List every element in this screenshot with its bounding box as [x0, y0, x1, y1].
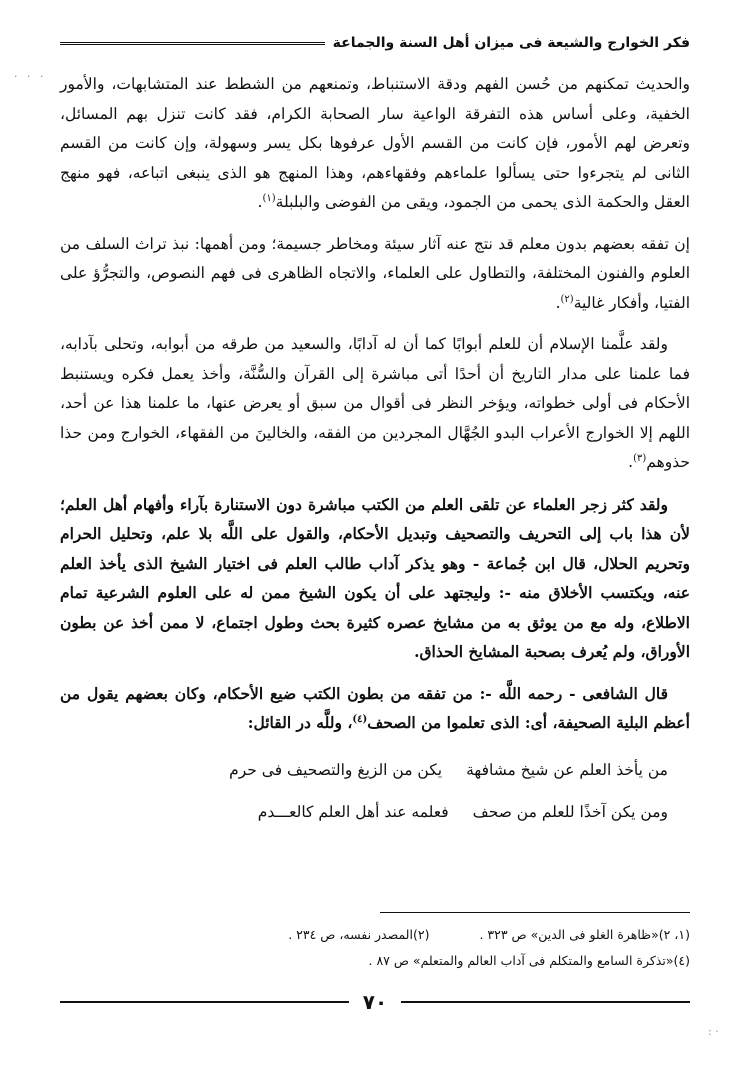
footnote-ref-4: (٤)	[352, 713, 368, 725]
header-rule	[60, 42, 325, 45]
running-header	[60, 32, 690, 54]
paragraph-2-text: إن تفقه بعضهم بدون معلم قد نتج عنه آثار سيئة ومخاطر جسيمة؛ ومن أهمها: نبذ تراث السلف من العلوم والفنون المختلفة، والتطاول على العلماء، والاتجاه الظاهرى فى فهم النصوص، والتجرُّؤ على الفتيا، وأفكار غالية	[60, 234, 690, 312]
paragraph-4	[60, 490, 690, 667]
footnote-ref-1: (١)	[262, 192, 276, 204]
footnote-row-2	[60, 948, 690, 974]
poem	[60, 750, 690, 834]
footnote-2: (٢)المصدر نفسه، ص ٢٣٤ .	[288, 927, 430, 942]
footnote-rule	[380, 912, 690, 913]
footnotes	[60, 922, 690, 974]
poem-verse-1	[60, 750, 690, 792]
footnote-4: (٤)«تذكرة السامع والمتكلم فى آداب العالم والمتعلم» ص ٨٧ .	[368, 953, 690, 968]
body-text	[60, 70, 690, 834]
paragraph-3-text: ولقد علَّمنا الإسلام أن للعلم أبوابًا كما أن له آدابًا، والسعيد من طرقه من أبوابه، وتحلى بآدابه، فما علمنا على مدار التاريخ أن أحدًا أتى مباشرة إلى القرآن والسُّنَّة، وأخذ يعمل فكره ويستنبط الأحكام فى أولى خطواته، ويؤخر النظر فى أقوال من سبق أو يعرض عنها، ما علمنا هذا عن أحد، اللهم إلا الخوارج الأعراب البدو الجُهَّال المجردين من الفقه، والخالينَ من الفقهاء، الخوارج ومن حذا حذوهم	[60, 335, 690, 471]
paragraph-1: والحديث تمكنهم من حُسن الفهم ودقة الاستنباط، وتمنعهم من الشطط عند المتشابهات، والأمور الخفية، وعلى أساس هذه التفرقة الواعية سار الصحابة الكرام، فقد كانت تنزل بهم المسائل، وتعرض لهم الأمور، فإن كانت من القسم الأول عرفوها بكل يسر وسهولة، وإن كانت من القسم الثانى لم يتجرءوا حتى يسألوا علماءهم وفقهاءهم، وهذا المنهج هو الذى ينبغى اتباعه، فهو منهج العقل والحكمة الذى يحمى من الجمود، ويقى من الفوضى والبلبلة$^{(١)}$.	[60, 75, 690, 211]
paragraph-4-text: ولقد كثر زجر العلماء عن تلقى العلم من الكتب مباشرة دون الاستنارة بآراء وأفهام أهل العلم؛ لأن هذا باب إلى التحريف والتصحيف وتبديل الأحكام، والقول على اللَّه بلا علم، وتحليل الحرام وتحريم الحلال، قال ابن جُماعة - وهو يذكر آداب طالب العلم فى اختيار الشيخ الذى يأخذ العلم عنه، ويكتسب الأخلاق منه -: وليجتهد على أن يكون الشيخ ممن له على العلوم الشرعية تمام الاطلاع، وله مع من يوثق به من مشايخ عصره كثيرة بحث وطول اجتماع، لا ممن أخذ عن بطون الأوراق، ولم يُعرف بصحبة المشايخ الحذاق.	[60, 494, 690, 661]
running-header-title: فكر الخوارج والشيعة فى ميزان أهل السنة والجماعة	[332, 35, 690, 51]
footnote-row-1	[60, 922, 690, 948]
corner-dots: · · ·	[14, 70, 47, 83]
paragraph-2: إن تفقه بعضهم بدون معلم قد نتج عنه آثار سيئة ومخاطر جسيمة؛ ومن أهمها: نبذ تراث السلف من العلوم والفنون المختلفة، والتطاول على العلماء، والاتجاه الظاهرى فى فهم النصوص، والتجرُّؤ على الفتيا، وأفكار غالية$^{(٢)}$.	[60, 234, 690, 312]
footnote-ref-3: (٣)	[633, 452, 647, 464]
poem-verse-2-first-hemistich: ومن يكن آخذًا للعلم من صحف	[472, 802, 668, 821]
paragraph-5-tail: ، وللَّه در القائل:	[247, 713, 353, 732]
margin-dots: · :	[708, 1025, 719, 1038]
poem-verse-1-second-hemistich: يكن من الزيغ والتصحيف فى حرم	[229, 760, 443, 779]
footnote-ref-2: (٢)	[560, 293, 574, 305]
footnote-1-2: (١، ٢)«ظاهرة الغلو فى الدين» ص ٣٢٣ .	[479, 927, 690, 942]
footer-rule-left	[60, 1001, 349, 1003]
poem-verse-1-first-hemistich: من يأخذ العلم عن شيخ مشافهة	[466, 760, 668, 779]
paragraph-1-text: والحديث تمكنهم من حُسن الفهم ودقة الاستنباط، وتمنعهم من الشطط عند المتشابهات، والأمور الخفية، وعلى أساس هذه التفرقة الواعية سار الصحابة الكرام، فقد كانت تنزل بهم المسائل، وتعرض لهم الأمور، فإن كانت من القسم الأول عرفوها بكل يسر وسهولة، وإن كانت من القسم الثانى لم يتجرءوا حتى يسألوا علماءهم وفقهاءهم، وهذا المنهج هو الذى ينبغى اتباعه، فهو منهج العقل والحكمة الذى يحمى من الجمود، ويقى من الفوضى والبلبلة	[60, 75, 690, 211]
page-footer	[60, 990, 690, 1014]
poem-verse-2	[60, 792, 690, 834]
footer-rule-right	[401, 1001, 690, 1003]
paragraph-3: ولقد علَّمنا الإسلام أن للعلم أبوابًا كما أن له آدابًا، والسعيد من طرقه من أبوابه، وتحلى بآدابه، فما علمنا على مدار التاريخ أن أحدًا أتى مباشرة إلى القرآن والسُّنَّة، وأخذ يعمل فكره ويستنبط الأحكام فى أولى خطواته، ويؤخر النظر فى أقوال من سبق أو يعرض عنها، ما علمنا هذا عن أحد، اللهم إلا الخوارج الأعراب البدو الجُهَّال المجردين من الفقه، والخالينَ من الفقهاء، الخوارج ومن حذا حذوهم$^{(٣)}$.	[60, 335, 690, 471]
paragraph-5-text: قال الشافعى - رحمه اللَّه -: من تفقه من بطون الكتب ضيع الأحكام، وكان بعضهم يقول من أعظم البلية الصحيفة، أى: الذى تعلموا من الصحف	[60, 683, 690, 732]
paragraph-5	[60, 679, 690, 738]
poem-verse-2-second-hemistich: فعلمه عند أهل العلم كالعـــدم	[257, 802, 449, 821]
page-number: ٧٠	[362, 990, 388, 1014]
